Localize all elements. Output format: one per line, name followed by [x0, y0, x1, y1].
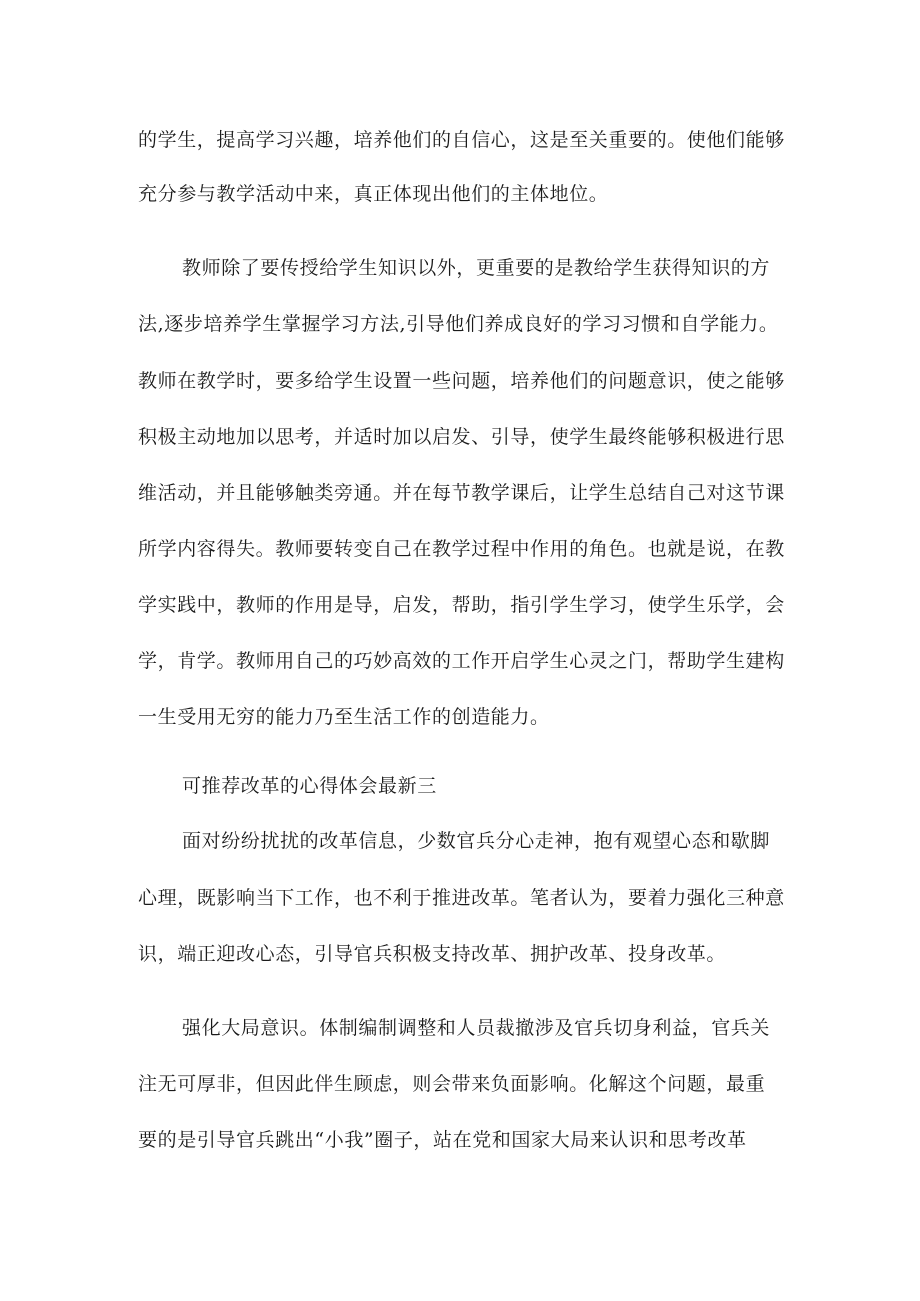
- text-line: 注无可厚非，但因此伴生顾虑，则会带来负面影响。化解这个问题，最重: [138, 1073, 766, 1095]
- text-line: 充分参与教学活动中来，真正体现出他们的主体地位。: [138, 183, 609, 205]
- text-line: 教师在教学时，要多给学生设置一些问题，培养他们的问题意识，使之能够: [138, 370, 785, 392]
- text-line: 的学生，提高学习兴趣，培养他们的自信心，这是至关重要的。使他们能够: [138, 129, 785, 151]
- text-line: 法,逐步培养学生掌握学习方法,引导他们养成良好的学习习惯和自学能力。: [138, 313, 779, 335]
- text-line: 心理，既影响当下工作，也不利于推进改革。笔者认为，要着力强化三种意: [138, 887, 785, 909]
- text-line: 要的是引导官兵跳出“小我”圈子，站在党和国家大局来认识和思考改革: [138, 1129, 747, 1151]
- text-line: 学实践中，教师的作用是导，启发，帮助，指引学生学习，使学生乐学，会: [138, 594, 785, 616]
- text-line: 教师除了要传授给学生知识以外，更重要的是教给学生获得知识的方: [182, 257, 771, 279]
- text-line: 维活动，并且能够触类旁通。并在每节教学课后，让学生总结自己对这节课: [138, 482, 785, 504]
- section-heading: 可推荐改革的心得体会最新三: [182, 775, 437, 797]
- text-line: 积极主动地加以思考，并适时加以启发、引导，使学生最终能够积极进行思: [138, 426, 785, 448]
- text-line: 所学内容得失。教师要转变自己在教学过程中作用的角色。也就是说，在教: [138, 538, 785, 560]
- text-line: 面对纷纷扰扰的改革信息，少数官兵分心走神，抱有观望心态和歇脚: [182, 830, 771, 852]
- text-line: 学，肯学。教师用自己的巧妙高效的工作开启学生心灵之门，帮助学生建构: [138, 650, 785, 672]
- text-line: 识，端正迎改心态，引导官兵积极支持改革、拥护改革、投身改革。: [138, 943, 727, 965]
- text-line: 一生受用无穷的能力乃至生活工作的创造能力。: [138, 706, 550, 728]
- text-line: 强化大局意识。体制编制调整和人员裁撤涉及官兵切身利益，官兵关: [182, 1017, 771, 1039]
